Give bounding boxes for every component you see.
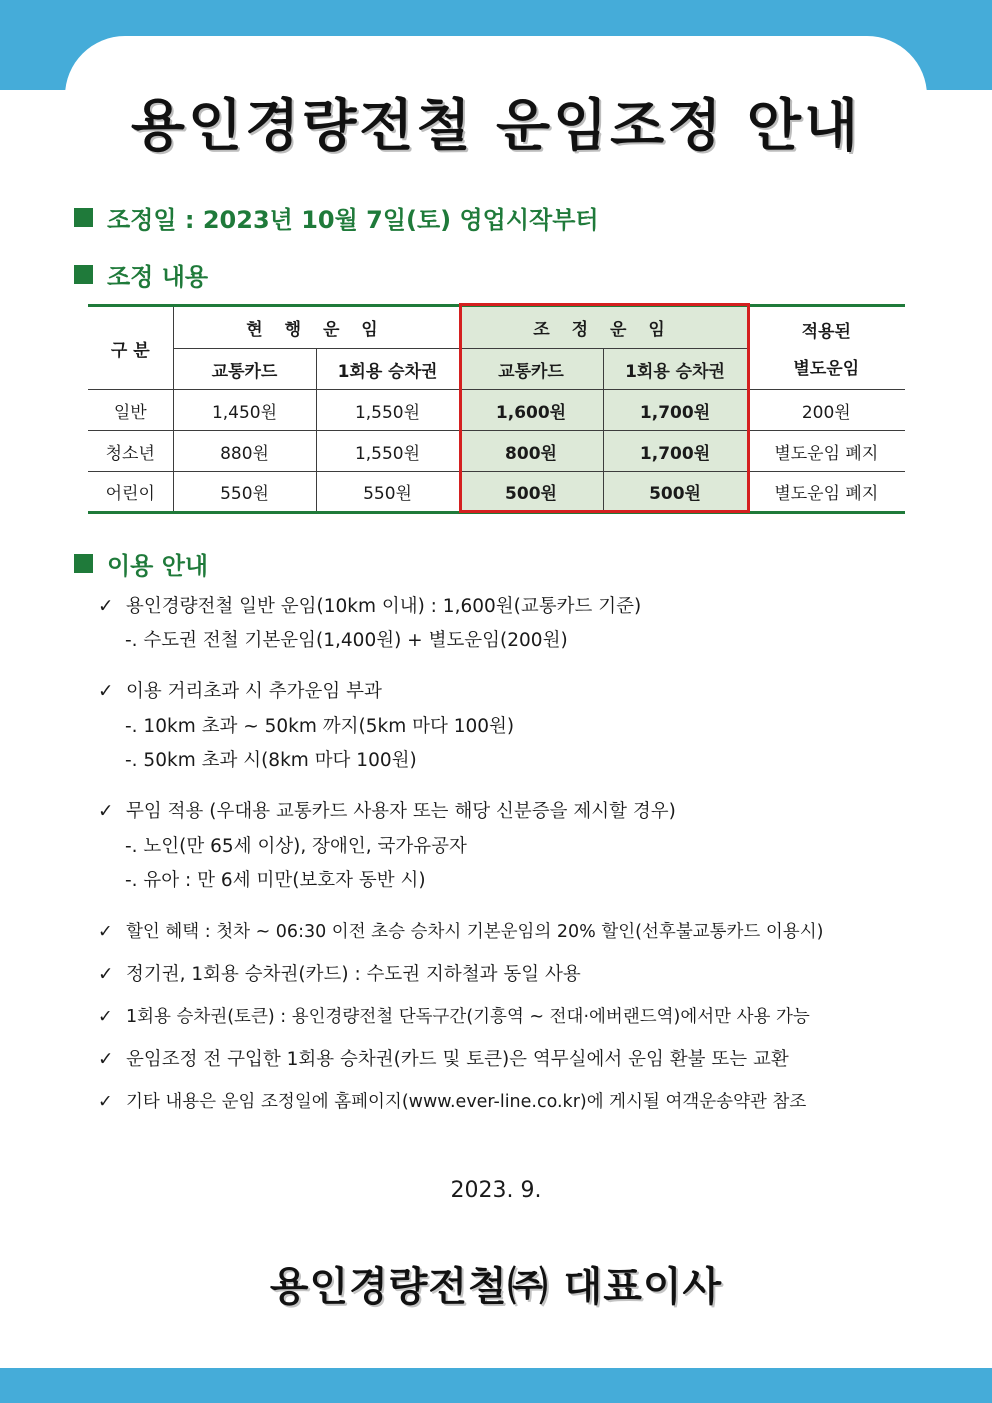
usage-sub-item: -. 수도권 전철 기본운임(1,400원) + 별도운임(200원) — [125, 630, 568, 651]
table-row — [88, 431, 905, 472]
new-card-fare: 800원 — [459, 431, 603, 472]
new-ticket-fare: 1,700원 — [603, 390, 747, 431]
page-title: 용인경량전철 운임조정 안내 — [130, 94, 862, 159]
check-icon: ✓ — [98, 681, 114, 702]
row-category: 청소년 — [88, 431, 173, 472]
separate-fare: 200원 — [747, 390, 905, 431]
sub-header-ticket: 1회용 승차권 — [316, 349, 459, 390]
current-card-fare: 550원 — [173, 472, 316, 513]
square-bullet-icon — [74, 554, 93, 573]
usage-item — [98, 1094, 806, 1112]
date-line-text: 조정일 : 2023년 10월 7일(토) 영업시작부터 — [107, 206, 599, 234]
check-icon: ✓ — [98, 1049, 114, 1070]
usage-sub-item: -. 50km 초과 시(8km 마다 100원) — [125, 750, 417, 771]
new-card-fare: 500원 — [459, 472, 603, 513]
usage-item-text: 기타 내용은 운임 조정일에 홈페이지(www.ever-line.co.kr)에 게시될 여객운송약관 참조 — [126, 1092, 807, 1112]
usage-item-text: 1회용 승차권(토큰) : 용인경량전철 단독구간(기흥역 ~ 전대·에버랜드역)에서만 사용 가능 — [126, 1007, 810, 1027]
header-separate-fare — [747, 306, 905, 390]
usage-sub-item: -. 10km 초과 ~ 50km 까지(5km 마다 100원) — [125, 716, 515, 737]
usage-heading-text: 이용 안내 — [107, 552, 209, 580]
table-header-row — [88, 306, 905, 349]
usage-item — [98, 803, 676, 822]
signature: 용인경량전철㈜ 대표이사 — [269, 1264, 723, 1310]
usage-item-text: 정기권, 1회용 승차권(카드) : 수도권 지하철과 동일 사용 — [126, 964, 581, 985]
usage-item — [98, 1051, 789, 1070]
table-row — [88, 390, 905, 431]
issue-date: 2023. 9. — [450, 1178, 542, 1203]
sub-header-card: 교통카드 — [173, 349, 316, 390]
separate-fare: 별도운임 폐지 — [747, 472, 905, 513]
sub-header-ticket: 1회용 승차권 — [603, 349, 747, 390]
check-icon: ✓ — [98, 922, 113, 942]
usage-item — [98, 1009, 810, 1027]
check-icon: ✓ — [98, 1007, 113, 1027]
current-ticket-fare: 550원 — [316, 472, 459, 513]
check-icon: ✓ — [98, 801, 114, 822]
usage-item-text: 무임 적용 (우대용 교통카드 사용자 또는 해당 신분증을 제시할 경우) — [126, 801, 676, 822]
row-category: 어린이 — [88, 472, 173, 513]
new-ticket-fare: 1,700원 — [603, 431, 747, 472]
usage-sub-item: -. 유아 : 만 6세 미만(보호자 동반 시) — [125, 870, 426, 891]
usage-item — [98, 966, 581, 985]
current-card-fare: 880원 — [173, 431, 316, 472]
bottom-banner — [0, 1368, 992, 1403]
content-heading-text: 조정 내용 — [107, 263, 209, 291]
new-ticket-fare: 500원 — [603, 472, 747, 513]
usage-sub-item: -. 노인(만 65세 이상), 장애인, 국가유공자 — [125, 836, 467, 857]
content-heading — [74, 257, 208, 292]
usage-item — [98, 924, 823, 942]
current-ticket-fare: 1,550원 — [316, 431, 459, 472]
row-category: 일반 — [88, 390, 173, 431]
usage-item-text: 용인경량전철 일반 운임(10km 이내) : 1,600원(교통카드 기준) — [126, 596, 642, 617]
header-separate-line1: 적용된 — [801, 322, 851, 342]
current-ticket-fare: 1,550원 — [316, 390, 459, 431]
header-separate-line2: 별도운임 — [793, 359, 860, 379]
check-icon: ✓ — [98, 964, 114, 985]
new-card-fare: 1,600원 — [459, 390, 603, 431]
check-icon: ✓ — [98, 596, 114, 617]
usage-item-text: 할인 혜택 : 첫차 ~ 06:30 이전 초승 승차시 기본운임의 20% 할인(선후불교통카드 이용시) — [126, 922, 824, 942]
separate-fare: 별도운임 폐지 — [747, 431, 905, 472]
usage-item-text: 이용 거리초과 시 추가운임 부과 — [126, 681, 382, 702]
header-adjusted-fare: 조 정 운 임 — [459, 306, 747, 349]
date-line — [74, 200, 599, 235]
usage-item — [98, 598, 641, 617]
usage-heading — [74, 546, 208, 581]
fare-table — [88, 304, 905, 514]
check-icon: ✓ — [98, 1092, 113, 1112]
usage-item — [98, 683, 382, 702]
header-current-fare: 현 행 운 임 — [173, 306, 459, 349]
square-bullet-icon — [74, 208, 93, 227]
square-bullet-icon — [74, 265, 93, 284]
current-card-fare: 1,450원 — [173, 390, 316, 431]
table-row — [88, 472, 905, 513]
header-category: 구 분 — [88, 306, 173, 390]
usage-item-text: 운임조정 전 구입한 1회용 승차권(카드 및 토큰)은 역무실에서 운임 환불 또는 교환 — [126, 1049, 789, 1070]
sub-header-card: 교통카드 — [459, 349, 603, 390]
